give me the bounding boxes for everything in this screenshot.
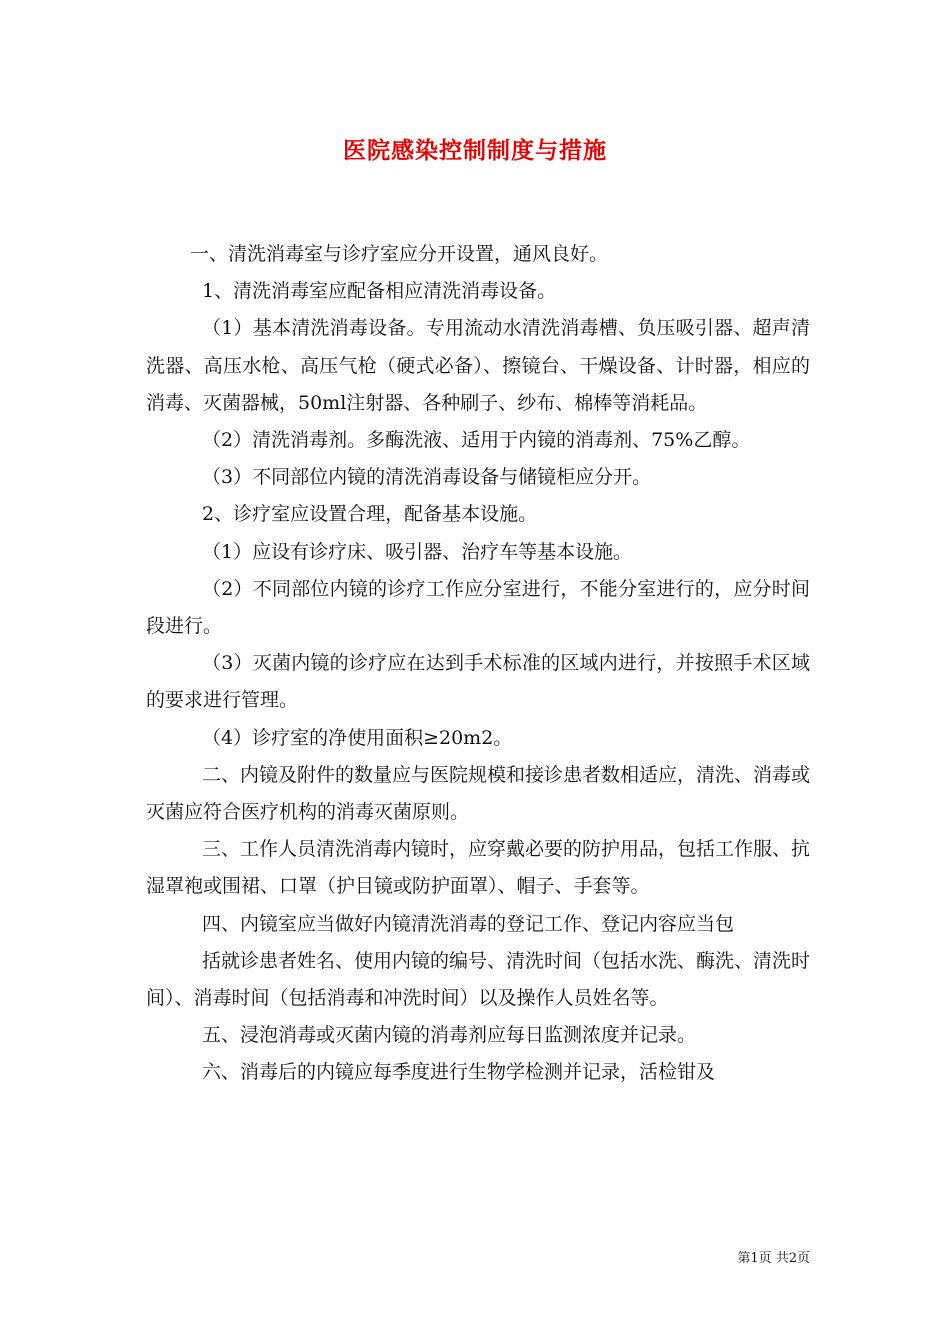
paragraph: （1）基本清洗消毒设备。专用流动水清洗消毒槽、负压吸引器、超声清洗器、高压水枪、高压气枪（硬式必备）、擦镜台、干燥设备、计时器，相应的消毒、灭菌器械，50ml注射器、各种刷子、纱布、棉棒等消耗品。 — [146, 317, 810, 414]
paragraph: 二、内镜及附件的数量应与医院规模和接诊患者数相适应，清洗、消毒或灭菌应符合医疗机构的消毒灭菌原则。 — [146, 763, 811, 824]
paragraph: 三、工作人员清洗消毒内镜时，应穿戴必要的防护用品，包括工作服、抗湿罩袍或围裙、口罩（护目镜或防护面罩）、帽子、手套等。 — [146, 838, 811, 898]
paragraph: （1）应设有诊疗床、吸引器、治疗车等基本设施。 — [202, 540, 633, 563]
paragraph: 四、内镜室应当做好内镜清洗消毒的登记工作、登记内容应当包 — [202, 912, 735, 935]
document-body — [146, 236, 810, 1092]
paragraph: 1、清洗消毒室应配备相应清洗消毒设备。 — [202, 280, 557, 303]
paragraph: 五、浸泡消毒或灭菌内镜的消毒剂应每日监测浓度并记录。 — [202, 1024, 697, 1047]
paragraph: （2）不同部位内镜的诊疗工作应分室进行，不能分室进行的，应分时间段进行。 — [146, 577, 810, 638]
paragraph: 2、诊疗室应设置合理，配备基本设施。 — [202, 503, 538, 526]
paragraph: （4）诊疗室的净使用面积≥20m2。 — [202, 726, 513, 749]
paragraph: 六、消毒后的内镜应每季度进行生物学检测并记录，活检钳及 — [202, 1061, 716, 1084]
paragraph: （3）灭菌内镜的诊疗应在达到手术标准的区域内进行，并按照手术区域的要求进行管理。 — [146, 652, 810, 712]
paragraph: 一、清洗消毒室与诊疗室应分开设置，通风良好。 — [190, 243, 609, 265]
paragraph: 括就诊患者姓名、使用内镜的编号、清洗时间（包括水洗、酶洗、清洗时间）、消毒时间（包括消毒和冲洗时间）以及操作人员姓名等。 — [146, 949, 811, 1010]
paragraph: （2）清洗消毒剂。多酶洗液、适用于内镜的消毒剂、75%乙醇。 — [202, 429, 751, 452]
paragraph: （3）不同部位内镜的清洗消毒设备与储镜柜应分开。 — [202, 466, 652, 489]
page-number: 第1页 共2页 — [737, 1251, 810, 1266]
document-title: 医院感染控制制度与措施 — [343, 137, 607, 164]
